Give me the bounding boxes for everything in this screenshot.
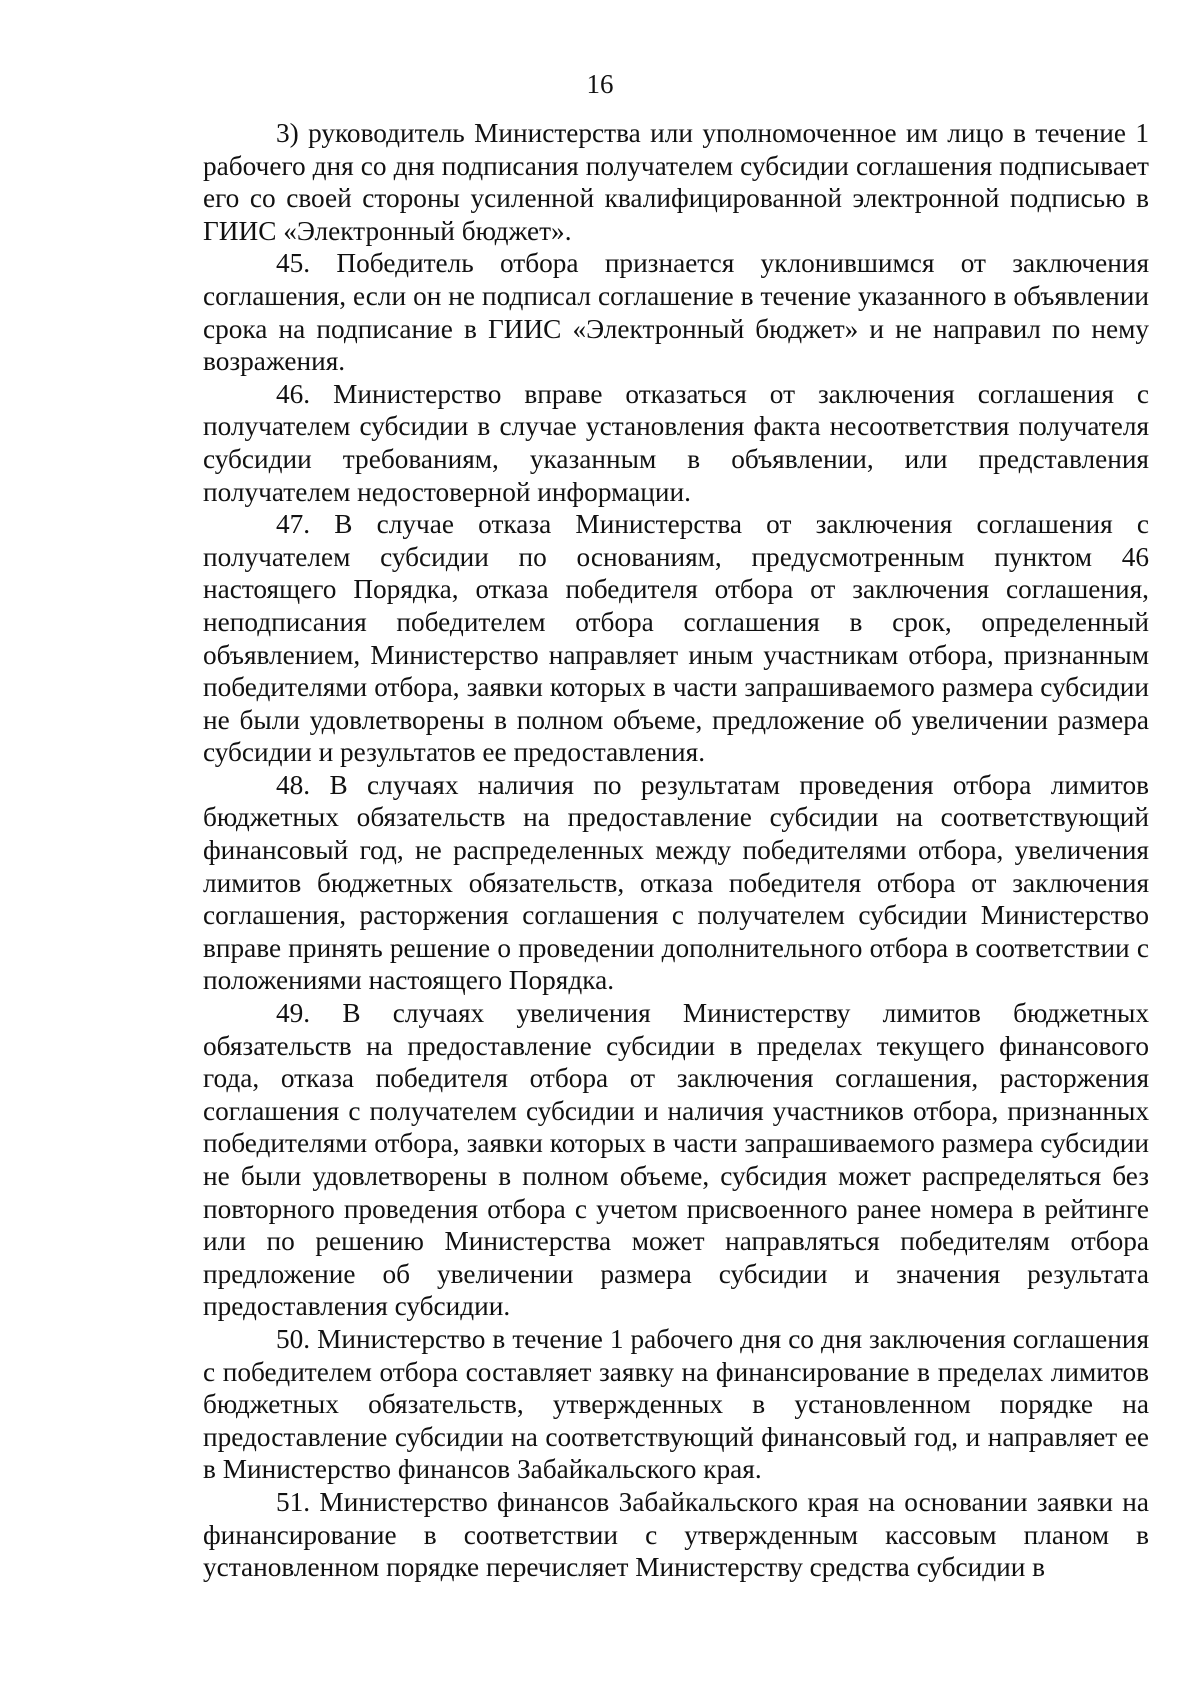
page-number: 16	[586, 69, 614, 99]
paragraph-46: 46. Министерство вправе отказаться от заключения соглашения с получателем субсидии в случае установления факта несоответствия получателя субсидии требованиям, указанным в объявлении, или представления получателем недостоверной информации.	[203, 378, 1149, 507]
paragraph-45: 45. Победитель отбора признается уклонившимся от заключения соглашения, если он не подписал соглашение в течение указанного в объявлении срока на подписание в ГИИС «Электронный бюджет» и не направил по нему возражения.	[203, 248, 1149, 377]
paragraph-47: 47. В случае отказа Министерства от заключения соглашения с получателем субсидии по основаниям, предусмотренным пунктом 46 настоящего Порядка, отказа победителя отбора от заключения соглашения, неподписания победителем отбора соглашения в срок, определенный объявлением, Министерство направляет иным участникам отбора, признанным победителями отбора, заявки которых в части запрашиваемого размера субсидии не были удовлетворены в полном объеме, предложение об увеличении размера субсидии и результатов ее предоставления.	[203, 509, 1149, 768]
paragraph-item-3: 3) руководитель Министерства или уполномоченное им лицо в течение 1 рабочего дня со дня подписания получателем субсидии соглашения подписывает его со своей стороны усиленной квалифицированной электронной подписью в ГИИС «Электронный бюджет».	[203, 118, 1149, 246]
paragraph-50: 50. Министерство в течение 1 рабочего дня со дня заключения соглашения с победителем отбора составляет заявку на финансирование в пределах лимитов бюджетных обязательств, утвержденных в установленном порядке на предоставление субсидии на соответствующий финансовый год, и направляет ее в Министерство финансов Забайкальского края.	[203, 1323, 1149, 1485]
paragraph-48: 48. В случаях наличия по результатам проведения отбора лимитов бюджетных обязательств на предоставление субсидии на соответствующий финансовый год, не распределенных между победителями отбора, увеличения лимитов бюджетных обязательств, отказа победителя отбора от заключения соглашения, расторжения соглашения с получателем субсидии Министерство вправе принять решение о проведении дополнительного отбора в соответствии с положениями настоящего Порядка.	[203, 769, 1149, 996]
paragraph-51: 51. Министерство финансов Забайкальского края на основании заявки на финансирование в соответствии с утвержденным кассовым планом в установленном порядке перечисляет Министерству средства субсидии в	[203, 1486, 1149, 1583]
paragraph-49: 49. В случаях увеличения Министерству лимитов бюджетных обязательств на предоставление субсидии в пределах текущего финансового года, отказа победителя отбора от заключения соглашения, расторжения соглашения с получателем субсидии и наличия участников отбора, признанных победителями отбора, заявки которых в части запрашиваемого размера субсидии не были удовлетворены в полном объеме, субсидия может распределяться без повторного проведения отбора с учетом присвоенного ранее номера в рейтинге или по решению Министерства может направляться победителям отбора предложение об увеличении размера субсидии и значения результата предоставления субсидии.	[203, 998, 1149, 1322]
document-body	[203, 117, 1149, 1584]
